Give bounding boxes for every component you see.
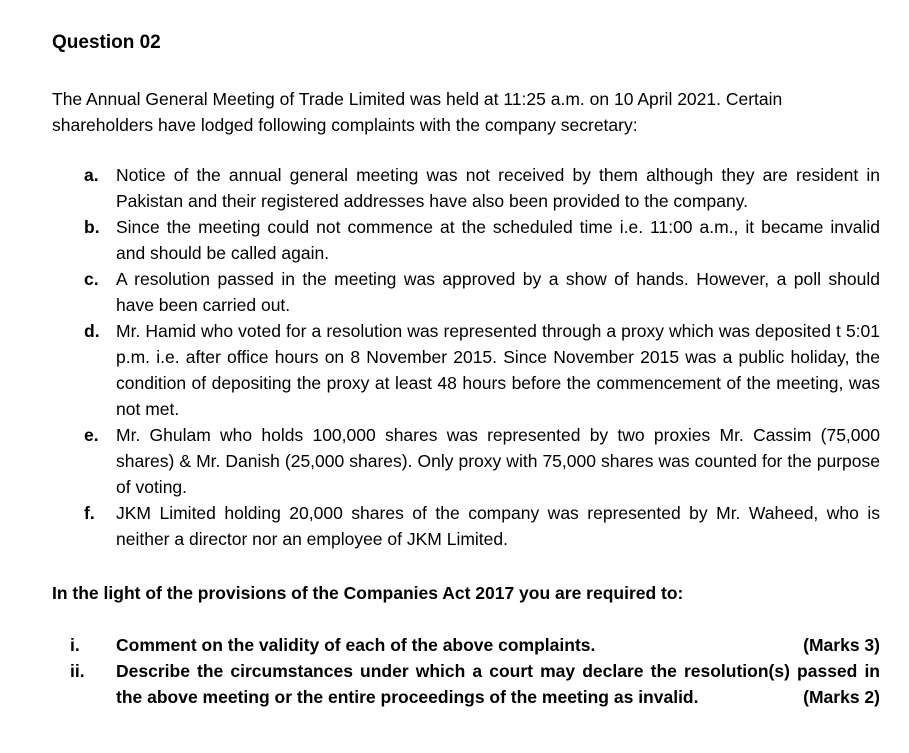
complaint-item xyxy=(52,266,880,318)
complaint-item xyxy=(52,214,880,266)
complaint-item xyxy=(52,162,880,214)
requirement-item xyxy=(52,658,880,710)
complaint-label: a. xyxy=(84,165,99,185)
complaint-label: c. xyxy=(84,269,99,289)
requirement-text: Comment on the validity of each of the above complaints. xyxy=(116,635,596,655)
requirement-item xyxy=(52,632,880,658)
complaint-text: Since the meeting could not commence at the scheduled time i.e. 11:00 a.m., it became invalid and should be called again. xyxy=(116,217,880,263)
complaint-text: JKM Limited holding 20,000 shares of the company was represented by Mr. Waheed, who is neither a director nor an employee of JKM Limited. xyxy=(116,503,880,549)
question-title: Question 02 xyxy=(52,32,161,53)
requirement-label: ii. xyxy=(70,661,85,681)
complaints-list xyxy=(52,162,880,552)
complaint-label: d. xyxy=(84,321,100,341)
complaint-item xyxy=(52,500,880,552)
requirement-label: i. xyxy=(70,635,80,655)
complaint-item xyxy=(52,422,880,500)
complaint-text: Notice of the annual general meeting was not received by them although they are resident in Pakistan and their registered addresses have also been provided to the company. xyxy=(116,165,880,211)
complaint-label: b. xyxy=(84,217,100,237)
instruction-text: In the light of the provisions of the Companies Act 2017 you are required to: xyxy=(52,583,684,603)
complaint-text: Mr. Ghulam who holds 100,000 shares was represented by two proxies Mr. Cassim (75,000 shares) & Mr. Danish (25,000 shares). Only proxy with 75,000 shares was counted for the purpose of voting. xyxy=(116,425,880,497)
complaint-text: Mr. Hamid who voted for a resolution was represented through a proxy which was deposited t 5:01 p.m. i.e. after office hours on 8 November 2015. Since November 2015 was a public holiday, the condition of depositing the proxy at least 48 hours before the commencement of the meeting, was not met. xyxy=(116,321,880,419)
complaint-item xyxy=(52,318,880,422)
requirement-text: Describe the circumstances under which a court may declare the resolution(s) passed in the above meeting or the entire proceedings of the meeting as invalid. xyxy=(116,661,880,707)
question-page xyxy=(52,30,880,710)
requirements-list xyxy=(52,632,880,710)
complaint-text: A resolution passed in the meeting was approved by a show of hands. However, a poll should have been carried out. xyxy=(116,269,880,315)
question-intro: The Annual General Meeting of Trade Limited was held at 11:25 a.m. on 10 April 2021. Certain shareholders have lodged following complaints with the company secretary: xyxy=(52,89,783,135)
complaint-label: e. xyxy=(84,425,99,445)
complaint-label: f. xyxy=(84,503,95,523)
marks-label: (Marks 3) xyxy=(803,635,880,655)
marks-label: (Marks 2) xyxy=(803,687,880,707)
